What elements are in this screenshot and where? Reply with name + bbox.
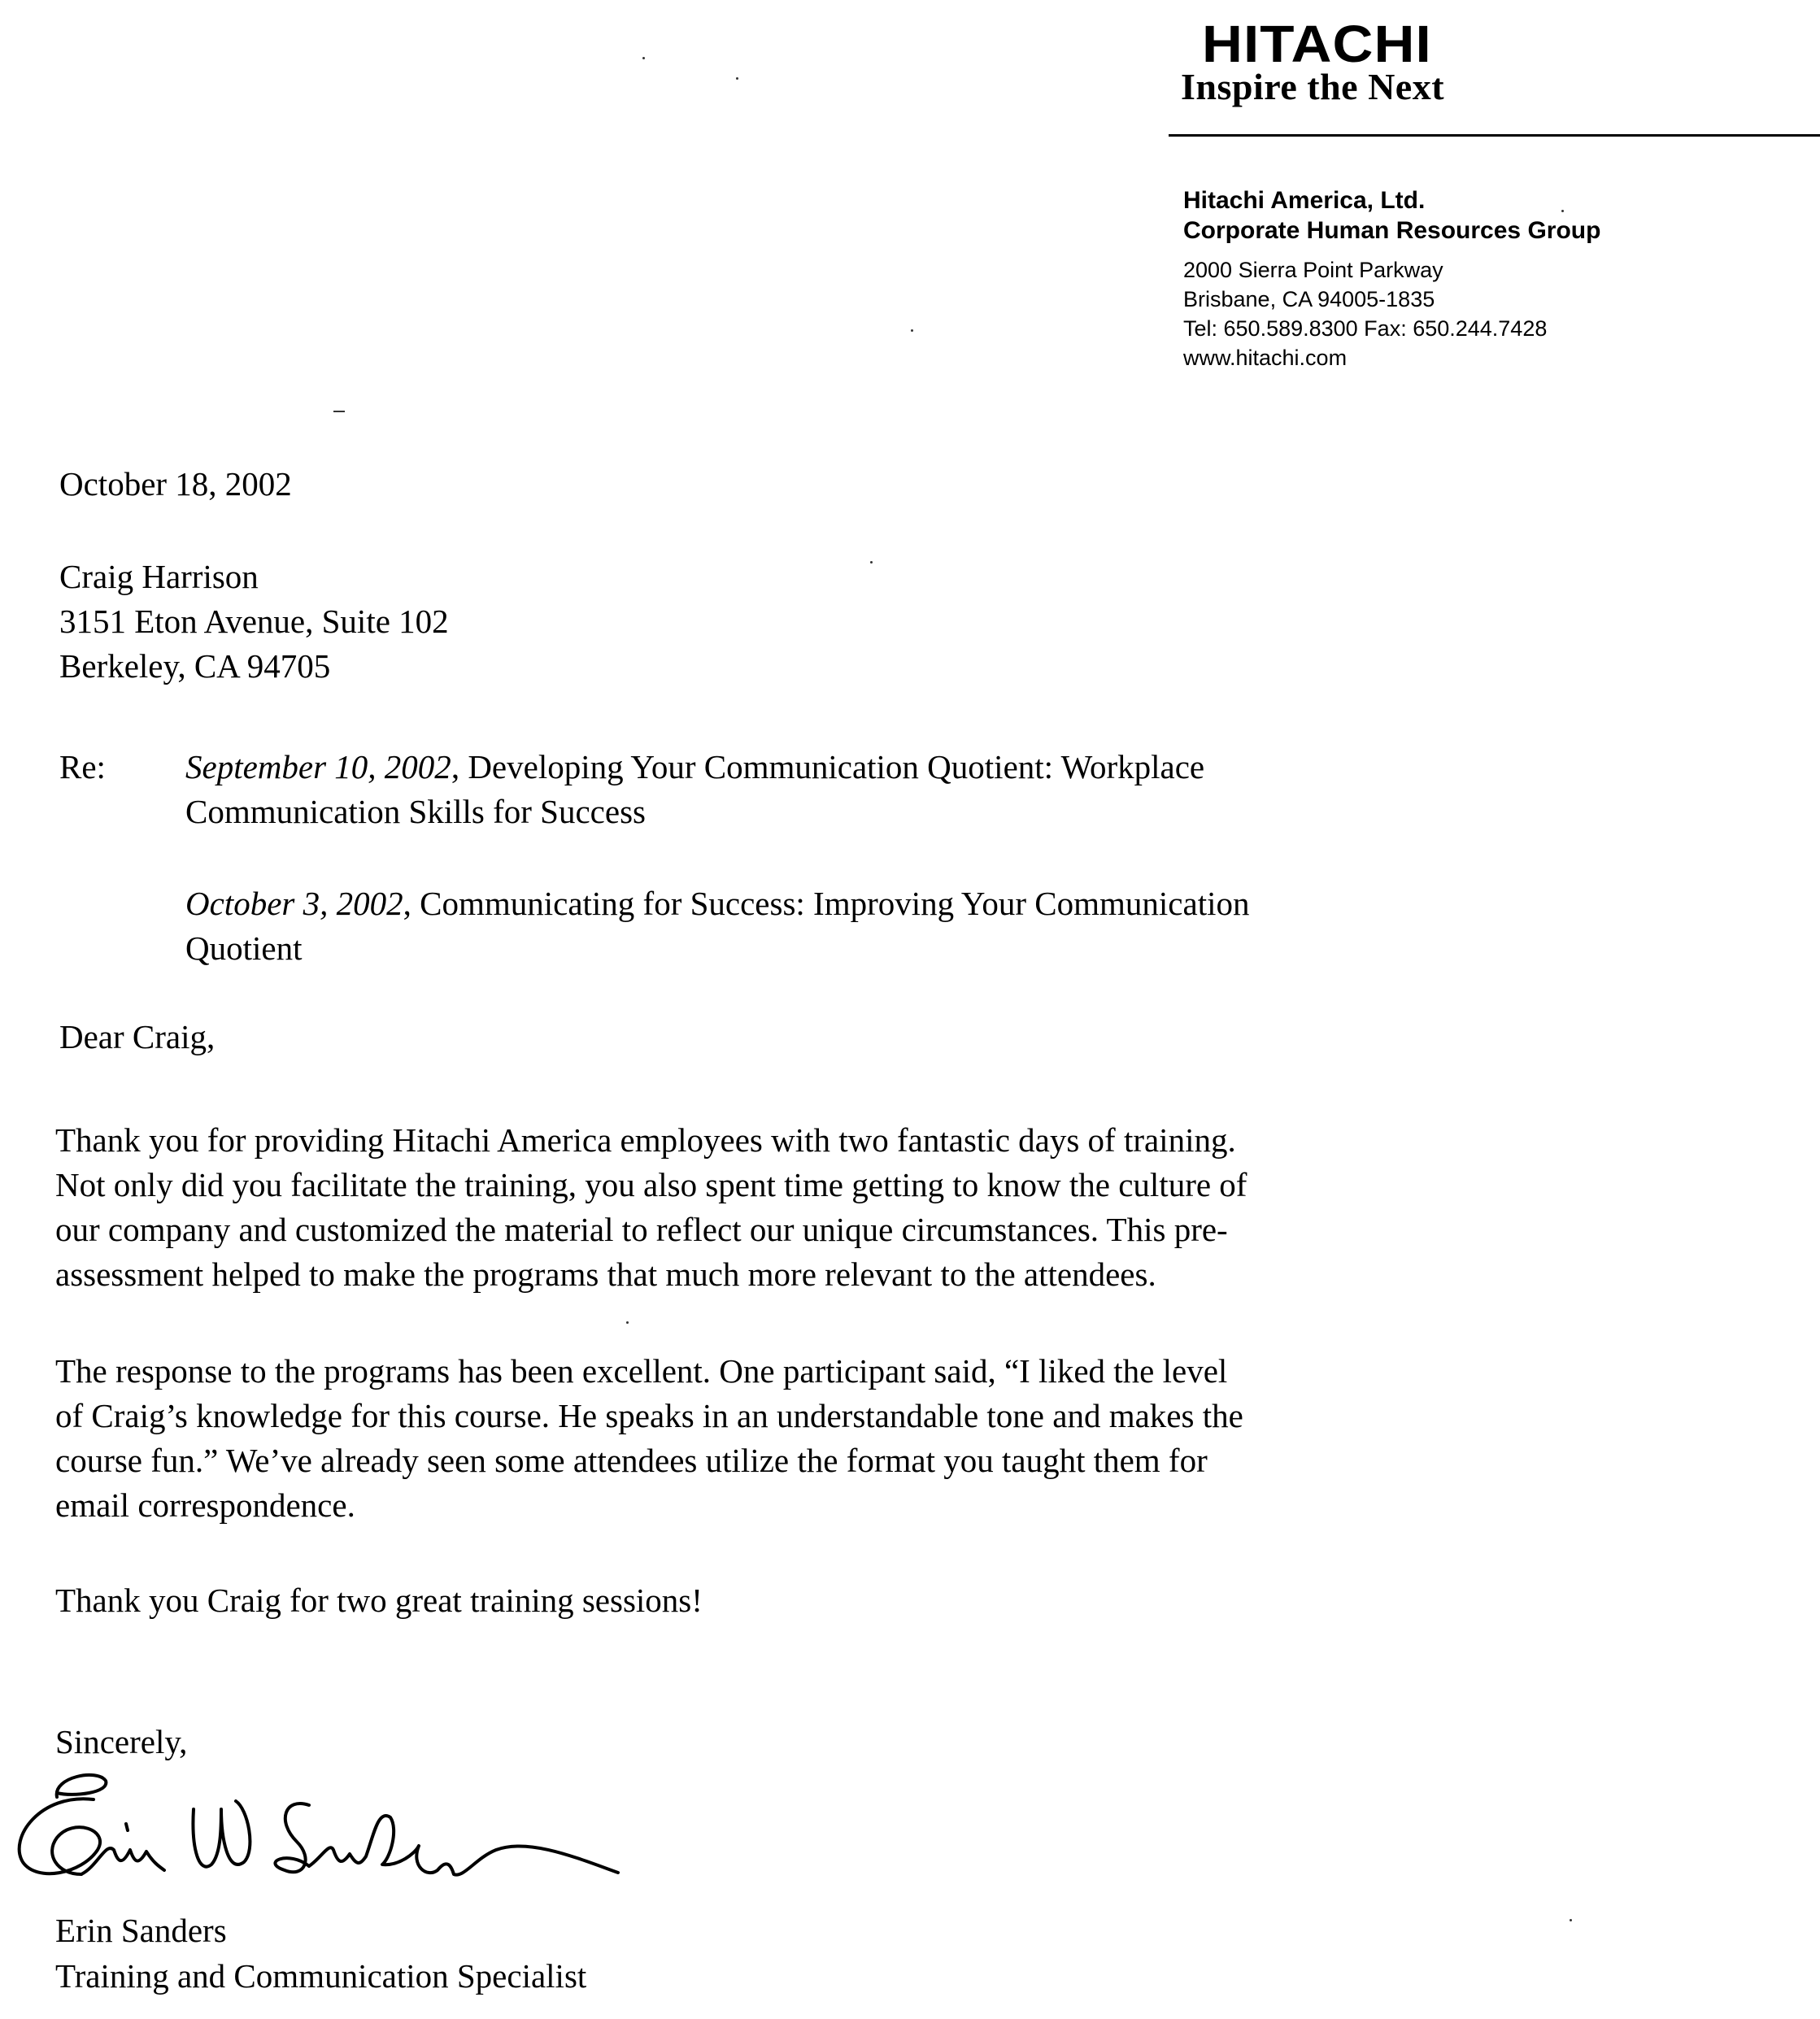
- re-item-title-continued: Quotient: [185, 929, 303, 967]
- signature-stroke: [81, 1848, 164, 1874]
- signature-stroke: [193, 1801, 250, 1867]
- sender-city: Brisbane, CA 94005-1835: [1183, 287, 1435, 311]
- body-paragraph: [55, 1578, 1552, 1623]
- paragraph-line: assessment helped to make the programs that much more relevant to the attendees.: [55, 1255, 1156, 1293]
- body-paragraph: [55, 1349, 1552, 1528]
- recipient-name: Craig Harrison: [59, 558, 259, 595]
- body-paragraph: [55, 1118, 1552, 1297]
- salutation: Dear Craig,: [59, 1018, 216, 1055]
- signature-stroke: [126, 1824, 128, 1830]
- scan-speck: [1570, 1919, 1572, 1921]
- sender-company: Hitachi America, Ltd.: [1183, 187, 1426, 214]
- closing: Sincerely,: [55, 1723, 188, 1760]
- handwritten-signature-icon: [8, 1760, 773, 1891]
- paragraph-line: Not only did you facilitate the training, you also spent time getting to know the culture of: [55, 1166, 1247, 1203]
- paragraph-line: course fun.” We’ve already seen some attendees utilize the format you taught them for: [55, 1442, 1208, 1479]
- paragraph-line: The response to the programs has been excellent. One participant said, “I liked the level: [55, 1352, 1228, 1390]
- scan-speck: [626, 1321, 629, 1324]
- sender-website: www.hitachi.com: [1183, 346, 1348, 370]
- company-tagline: Inspire the Next: [1181, 66, 1445, 107]
- signature-stroke: [57, 1775, 107, 1797]
- re-item-date: September 10, 2002: [185, 748, 451, 785]
- re-item-date: October 3, 2002: [185, 885, 403, 922]
- sender-phone-fax: Tel: 650.589.8300 Fax: 650.244.7428: [1183, 316, 1548, 341]
- scan-speck: [870, 561, 873, 563]
- scan-speck: [333, 411, 345, 412]
- signer-name: Erin Sanders: [55, 1912, 227, 1949]
- signer-title: Training and Communication Specialist: [55, 1957, 587, 1995]
- signature-stroke: [20, 1799, 100, 1874]
- letter-date: October 18, 2002: [59, 465, 292, 503]
- paragraph-line: Thank you for providing Hitachi America employees with two fantastic days of training.: [55, 1121, 1236, 1159]
- re-item-title: , Communicating for Success: Improving Your Communication: [403, 885, 1250, 922]
- scan-speck: [911, 329, 913, 332]
- sender-street: 2000 Sierra Point Parkway: [1183, 258, 1443, 282]
- letterhead-divider: [1169, 134, 1820, 137]
- sender-department: Corporate Human Resources Group: [1183, 217, 1601, 244]
- scan-speck: [642, 57, 645, 59]
- paragraph-line: of Craig’s knowledge for this course. He speaks in an understandable tone and makes the: [55, 1397, 1243, 1434]
- recipient-address-line2: Berkeley, CA 94705: [59, 647, 331, 685]
- signature-stroke: [309, 1816, 618, 1875]
- re-item-title-continued: Communication Skills for Success: [185, 793, 646, 830]
- recipient-address-block: [59, 555, 449, 689]
- re-item: [185, 745, 1568, 834]
- scan-speck: [736, 77, 738, 80]
- recipient-address-line1: 3151 Eton Avenue, Suite 102: [59, 603, 449, 640]
- company-logo: HITACHI: [1202, 15, 1432, 73]
- re-item: [185, 881, 1568, 971]
- paragraph-line: Thank you Craig for two great training sessions!: [55, 1582, 703, 1619]
- signature-stroke: [275, 1804, 309, 1872]
- paragraph-line: email correspondence.: [55, 1486, 355, 1524]
- paragraph-line: our company and customized the material to reflect our unique circumstances. This pre-: [55, 1211, 1228, 1248]
- re-item-title: , Developing Your Communication Quotient: Workplace: [451, 748, 1205, 785]
- scan-speck: [1561, 210, 1564, 212]
- re-label: Re:: [59, 748, 106, 785]
